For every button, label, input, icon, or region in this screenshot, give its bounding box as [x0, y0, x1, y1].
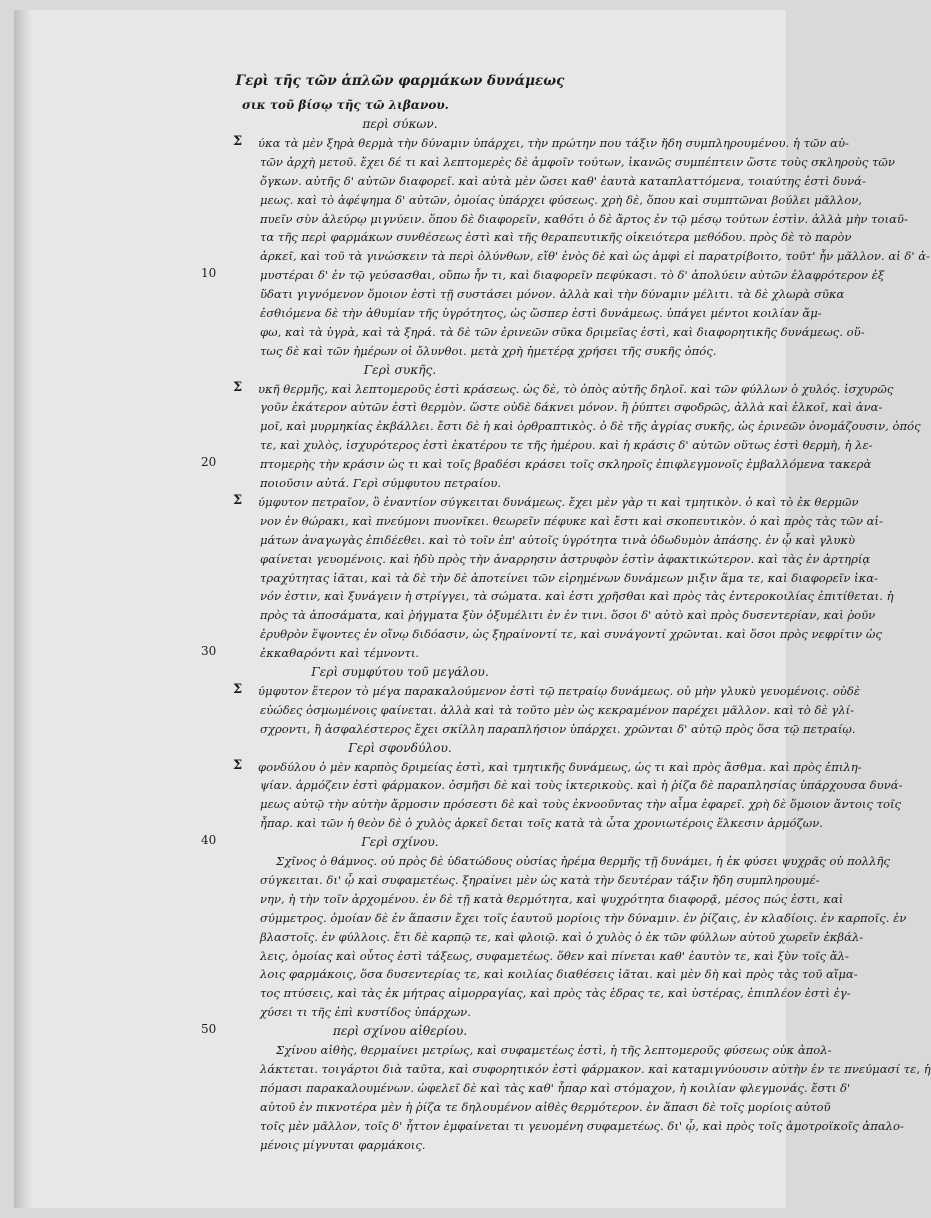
text-line: μάτων ἀναγωγὰς ἐπιδέεθει. καὶ τὸ τοῖν ἐπ' αὐτοῖς ὑγρότητα τινὰ ὀδωδυμὸν ἀπάσης. ἐν ᾧ καὶ γλυκὺ — [260, 533, 856, 547]
text-line: μεως αὐτῷ τὴν αὐτὴν ἄρμοσιν πρόσεστι δὲ καὶ τοὺς ἐκνοοῦντας τὴν αἷμα ἐφαρεῖ. χρὴ δὲ ὅμοιον ἄντοις τοῖς — [260, 797, 902, 811]
text-line: λάκτεται. τοιγάρτοι διὰ ταῦτα, καὶ συφορητικόν ἐστὶ φάρμακον. καὶ καταμιγνύουσιν αὐτὴν ἐν τε πνεύμασί τε, ἡ — [260, 1062, 931, 1076]
line-number: 20 — [201, 455, 217, 469]
text-line: ὄγκων. αὐτῆς δ' αὐτῶν διαφορεῖ. καὶ αὐτὰ μὲν ὥσει καθ' ἑαυτὰ καταπλαττόμενα, τοιαύτης ἐστὶ δυνά- — [260, 174, 866, 188]
section-marker: Σ — [233, 380, 243, 395]
text-line: μοῖ, καὶ μυρμηκίας ἐκβάλλει. ἔστι δὲ ἡ καὶ ὀρθραπτικὸς. ὁ δὲ τῆς ἀγρίας συκῆς, ὡς ἐρινεῶν ὀνομάζουσιν, ὀπός — [260, 419, 921, 433]
line-number: 10 — [201, 266, 217, 280]
text-line: τραχύτητας ἰᾶται, καὶ τὰ δὲ τὴν δὲ ἀποτείνει τῶν εἰρημένων δυνάμεων μιξιν ἅμα τε, καὶ διαφορεῖν ἱκα- — [260, 571, 878, 585]
text-line: ὕδατι γιγνόμενον ὅμοιον ἐστὶ τῇ συστάσει μόνον. ἀλλὰ καὶ τὴν δύναμιν μέλιτι. τὰ δὲ χλωρὰ σῦκα — [260, 287, 845, 301]
text-line: σύμμετρος. ὁμοίαν δὲ ἐν ἅπασιν ἔχει τοῖς ἑαυτοῦ μορίοις τὴν δύναμιν. ἐν ῥίζαις, ἐν κλαδίοις. ἐν καρποῖς. ἐν — [260, 911, 907, 925]
text-line: γοῦν ἐκάτερον αὐτῶν ἐστὶ θερμὸν. ὥστε οὐδὲ δάκνει μόνον. ἢ ῥύπτει σφοδρῶς, ἀλλὰ καὶ ἑλκοῖ, καὶ ἀνα- — [260, 400, 883, 414]
text-line: φαίνεται γευομένοις. καὶ ἡδὺ πρὸς τὴν ἀναρρησιν ἀστρυφὸν ἐστὶν ἀφακτικώτερον. καὶ τὰς ἐν ἀρτηρίᾳ — [260, 552, 871, 566]
section-marker: Σ — [233, 493, 243, 508]
text-line: ποιοῦσιν αὐτά. Γερὶ σύμφυτου πετραίου. — [260, 476, 502, 490]
text-line: ἐρυθρὸν ἕψοντες ἐν οἴνῳ διδόασιν, ὡς ξηραίνοντί τε, καὶ συνάγοντί χρῶνται. καὶ ὅσοι πρὸς νεφρίτιν ὡς — [260, 627, 882, 641]
text-line: εὐώδες ὀσμωμένοις φαίνεται. ἀλλὰ καὶ τὰ τοῦτο μὲν ὡς κεκραμένον παρέχει μᾶλλον. καὶ τὸ δὲ γλί- — [260, 703, 855, 717]
text-line: τως δὲ καὶ τῶν ἡμέρων οἱ ὄλυνθοι. μετὰ χρὴ ἡμετέρᾳ χρήσει τῆς συκῆς ὀπός. — [260, 344, 717, 358]
text-line: φονδύλου ὁ μὲν καρπὸς δριμείας ἐστὶ, καὶ τμητικῆς δυνάμεως, ὡς τι καὶ πρὸς ἄσθμα. καὶ πρὸς ἐπιλη- — [258, 760, 862, 774]
text-line: ύμφυτον ἕτερον τὸ μέγα παρακαλούμενον ἐστὶ τῷ πετραίῳ δυνάμεως. οὐ μὴν γλυκὺ γευομένοις. οὐδὲ — [258, 684, 861, 698]
line-number: 30 — [201, 644, 217, 658]
text-line: μένοις μίγνυται φαρμάκοις. — [260, 1138, 426, 1152]
text-line: πρὸς τὰ ἀποσάματα, καὶ ῥήγματα ξὺν ὀξυμέλιτι ἐν ἐν τινι. ὅσοι δ' αὐτὸ καὶ πρὸς δυσεντερίαν, καὶ ῥοῦν — [260, 608, 876, 622]
section-heading: περὶ σχίνου αἰθερίου. — [332, 1024, 468, 1038]
text-line: ύκα τὰ μὲν ξηρὰ θερμὰ τὴν δύναμιν ὑπάρχει, τὴν πρώτην που τάξιν ἤδη συμπληρουμένου. ἡ τῶν αὐ- — [258, 136, 849, 150]
text-line: μυστέραι δ' ἐν τῷ γεύσασθαι, οὔπω ἦν τι, καὶ διαφορεῖν πεφύκασι. τὸ δ' ἀπολύειν αὐτῶν ἐλαφρότερον ἐξ — [260, 268, 885, 282]
section-marker: Σ — [233, 134, 243, 149]
running-subtitle: σικ τοῦ βίσῳ τῆς τῶ λιβανου. — [242, 98, 449, 112]
line-number: 50 — [201, 1022, 217, 1036]
text-line: Σχίνου αἰθὴς, θερμαίνει μετρίως, καὶ συφαμετέως ἐστὶ, ἡ τῆς λεπτομεροῦς φύσεως οὐκ ἀπολ- — [276, 1043, 832, 1057]
text-line: ἦπαρ. καὶ τῶν ἡ θεὸν δὲ ὁ χυλὸς ἀρκεῖ δεται τοῖς κατὰ τὰ ὦτα χρονιωτέροις ἕλκεσιν ἁρμόζων. — [260, 816, 823, 830]
section-heading: Γερὶ σχίνου. — [361, 835, 439, 849]
text-line: αὐτοῦ ἐν πικνοτέρα μὲν ἡ ῥίζα τε δηλουμένον αἰθὲς θερμότερον. ἐν ἅπασι δὲ τοῖς μορίοις αὐτοῦ — [260, 1100, 831, 1114]
text-line: πυεῖν σὺν ἀλεύρῳ μιγνύειν. ὅπου δὲ διαφορεῖν, καθότι ὁ δὲ ἄρτος ἐν τῷ μέσῳ τούτων ἐστὶν. ἀλλὰ μὴν τοιαῦ- — [260, 212, 908, 226]
text-line: μεως. καὶ τὸ ἀφέψημα δ' αὐτῶν, ὁμοίας ὑπάρχει φύσεως. χρὴ δὲ, ὅπου καὶ συμπτῶναι βούλει μᾶλλον, — [260, 193, 862, 207]
text-line: τοῖς μὲν μᾶλλον, τοῖς δ' ἧττον ἐμφαίνεται τι γευομένη συφαμετέως. δι' ᾧ, καὶ πρὸς τοῖς ἀμοτροϊκοῖς ἁπαλο- — [260, 1119, 904, 1133]
text-line: τε, καὶ χυλὸς, ἰσχυρότερος ἐστὶ ἑκατέρου τε τῆς ἡμέρου. καὶ ἡ κράσις δ' αὐτῶν οὕτως ἐστὶ θερμὴ, ἡ λε- — [260, 438, 873, 452]
section-heading: Γερὶ συμφύτου τοῦ μεγάλου. — [311, 665, 489, 679]
text-line: ύμφυτον πετραῖον, ὃ ἐναντίον σύγκειται δυνάμεως. ἔχει μὲν γὰρ τι καὶ τμητικὸν. ὁ καὶ τὸ ἐκ θερμῶν — [258, 495, 859, 509]
text-line: λοις φαρμάκοις, ὅσα δυσεντερίας τε, καὶ κοιλίας διαθέσεις ἰᾶται. καὶ μὲν δὴ καὶ πρὸς τὰς τοῦ αἵμα- — [260, 967, 858, 981]
text-line: πτομερὴς τὴν κράσιν ὡς τι καὶ τοῖς βραδέσι κράσει τοῖς σκληροῖς ἐπιφλεγμονοῖς ἐμβαλλόμενα τακερὰ — [260, 457, 872, 471]
text-line: νον ἐν θώρακι, καὶ πνεύμονι πυονῖκει. θεωρεῖν πέφυκε καὶ ἔστι καὶ σκοπευτικὸν. ὁ καὶ πρὸς τὰς τῶν αἱ- — [260, 514, 883, 528]
section-heading: περὶ σύκων. — [362, 117, 438, 131]
text-line: βλαστοῖς. ἐν φύλλοις. ἔτι δὲ καρπῷ τε, καὶ φλοιῷ. καὶ ὁ χυλὸς ὁ ἐκ τῶν φύλλων αὐτοῦ χωρεῖν ἐκβάλ- — [260, 930, 864, 944]
text-line: ψίαν. ἁρμόζειν ἐστὶ φάρμακον. ὀσμῆσι δὲ καὶ τοὺς ἰκτερικοὺς. καὶ ἡ ῥίζα δὲ παραπλησίας ὑπάρχουσα δυνά- — [260, 778, 903, 792]
text-line: ἐσθιόμενα δὲ τὴν ἀθυμίαν τῆς ὑγρότητος, ὡς ὥσπερ ἐστὶ δυνάμεως. ὑπάγει μέντοι κοιλίαν ἄμ- — [260, 306, 822, 320]
text-line: τῶν ἀρχὴ μετοῦ. ἔχει δέ τι καὶ λεπτομερὲς δὲ ἀμφοῖν τούτων, ἱκανῶς συμπέπτειν ὥστε τοὺς σκληροὺς τῶν — [260, 155, 895, 169]
text-line: πόμασι παρακαλουμένων. ὠφελεῖ δὲ καὶ τὰς καθ' ἧπαρ καὶ στόμαχον, ἡ κοιλίαν φλεγμονάς. ἔστι δ' — [260, 1081, 851, 1095]
text-line: νην, ἡ τὴν τοῖν ἀρχομένου. ἐν δὲ τῇ κατὰ θερμότητα, καὶ ψυχρότητα διαφορᾷ, μέσος πώς ἐστι, καὶ — [260, 892, 844, 906]
text-line: χύσει τι τῆς ἐπὶ κυστίδος ὑπάρχων. — [260, 1005, 471, 1019]
text-line: ἀρκεῖ, καὶ τοῦ τὰ γινώσκειν τὰ περὶ ὀλύνθων, εἴθ' ἑνὸς δὲ καὶ ὡς ἀμφὶ εἰ παρατρίβοιτο, τοῦτ' ἦν μᾶλλον. αἱ δ' ἀ- — [260, 249, 930, 263]
text-line: υκῆ θερμῆς, καὶ λεπτομεροῦς ἐστὶ κράσεως. ὡς δὲ, τὸ ὀπὸς αὐτῆς δηλοῖ. καὶ τῶν φύλλων ὁ χυλός. ἰσχυρῶς — [258, 382, 894, 396]
line-number: 40 — [201, 833, 217, 847]
section-marker: Σ — [233, 758, 243, 773]
text-line: λεις, ὁμοίας καὶ οὗτος ἐστὶ τάξεως, συφαμετέως. ὅθεν καὶ πίνεται καθ' ἑαυτὸν τε, καὶ ξὺν τοῖς ἄλ- — [260, 949, 849, 963]
running-title: Γερὶ τῆς τῶν ἁπλῶν φαρμάκων δυνάμεως — [235, 73, 565, 89]
section-heading: Γερὶ συκῆς. — [363, 363, 437, 377]
text-line: νόν ἐστιν, καὶ ξυνάγειν ἡ στρίγγει, τὰ σώματα. καὶ ἐστι χρῆσθαι καὶ πρὸς τὰς ἐντεροκοιλίας ἐπιτίθεται. ἡ — [260, 589, 894, 603]
text-line: φω, καὶ τὰ ὑγρὰ, καὶ τὰ ξηρά. τὰ δὲ τῶν ἐρινεῶν σῦκα δριμεῖας ἐστὶ, καὶ διαφορητικῆς δυνάμεως. οὕ- — [260, 325, 865, 339]
section-heading: Γερὶ σφονδύλου. — [348, 741, 452, 755]
text-line: τος πτύσεις, καὶ τὰς ἐκ μήτρας αἱμορραγίας, καὶ πρὸς τὰς ἑδρας τε, καὶ ὑστέρας, ἐπιπλέον ἐστὶ ἐγ- — [260, 986, 851, 1000]
section-marker: Σ — [233, 682, 243, 697]
text-line: ἐκκαθαρόντι καὶ τέμνοντι. — [260, 646, 420, 660]
text-line: Σχῖνος ὁ θάμνος. οὐ πρὸς δὲ ὑδατώδους οὐσίας ἠρέμα θερμῆς τῇ δυνάμει, ἡ ἐκ φύσει ψυχρᾶς οὐ πολλῆς — [276, 854, 890, 868]
text-line: σύγκειται. δι' ᾧ καὶ συφαμετέως. ξηραίνει μὲν ὡς κατὰ τὴν δευτέραν τάξιν ἤδη συμπληρουμέ- — [260, 873, 820, 887]
text-line: σχροντι, ἢ ἀσφαλέστερος ἔχει σκίλλη παραπλήσιον ὑπάρχει. χρῶνται δ' αὐτῷ πρὸς ὅσα τῷ πετραίῳ. — [260, 722, 856, 736]
book-page — [14, 10, 931, 1208]
text-line: τα τῆς περὶ φαρμάκων συνθέσεως ἐστὶ καὶ τῆς θεραπευτικῆς οἰκειότερα μεθόδου. πρὸς δὲ τὸ παρὸν — [260, 230, 852, 244]
